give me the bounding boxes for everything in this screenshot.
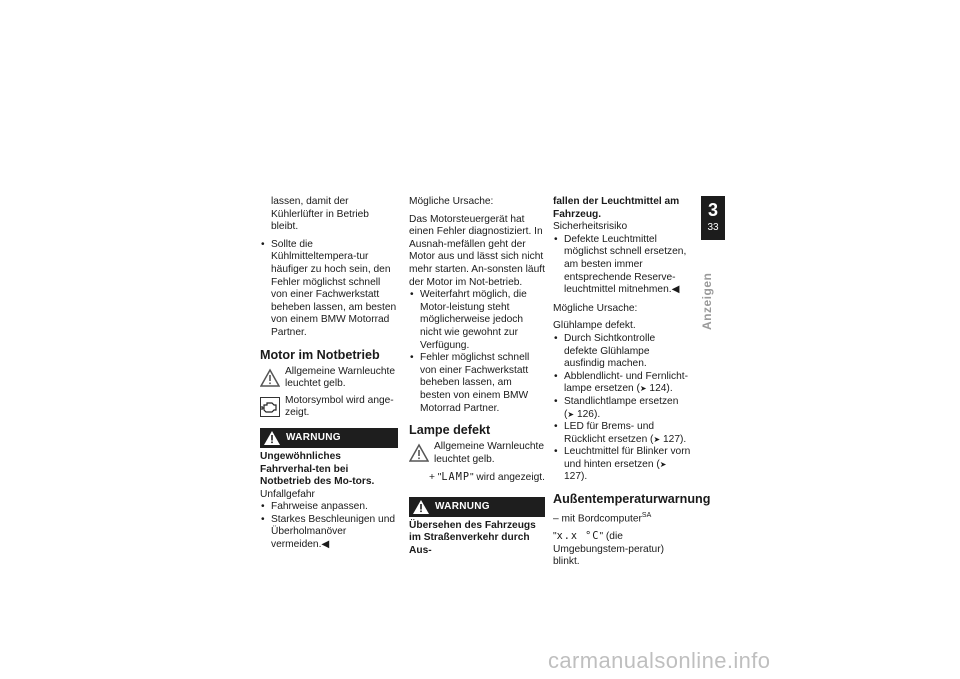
list-item	[553, 234, 691, 297]
bullet-list	[260, 239, 398, 340]
end-mark: ◀	[671, 284, 680, 296]
indicator-text: Allgemeine Warnleuchte leuchtet gelb.	[434, 441, 545, 465]
chapter-number: 3	[707, 200, 718, 220]
list-item-end: ).	[666, 383, 673, 395]
bullet-list	[553, 333, 691, 484]
display-code: LAMP	[441, 472, 470, 484]
lamp-display-line	[409, 472, 545, 485]
warning-bar	[260, 428, 398, 448]
page-number: 33	[707, 222, 719, 233]
column-2	[409, 196, 545, 558]
warning-risk: Sicherheitsrisiko	[553, 221, 628, 233]
list-item-text: Standlichtlampe ersetzen (	[564, 395, 679, 420]
indicator-text: Motorsymbol wird ange-zeigt.	[285, 394, 394, 419]
page-ref[interactable]: 124	[649, 383, 667, 395]
warning-title-cont: fallen der Leuchtmittel am Fahrzeug.	[553, 196, 680, 220]
list-item: • Weiterfahrt möglich, die Motor-leistung steht möglicherweise jedoch nicht wie gewohnt zur Verfügung.	[409, 289, 545, 352]
warning-risk: Unfallgefahr	[260, 488, 315, 500]
list-item	[553, 446, 691, 484]
warning-light-icon	[409, 443, 429, 463]
quote: "	[553, 531, 557, 543]
ref-arrow-icon: ➤	[659, 459, 667, 469]
cause-label: Mögliche Ursache:	[409, 196, 494, 207]
equipment-note	[553, 510, 691, 526]
list-item-text: Leuchtmittel für Blinker vorn und hinten ersetzen (	[564, 446, 691, 470]
ref-arrow-icon: ➤	[567, 409, 575, 419]
warning-title: Ungewöhnliches Fahrverhal-ten bei Notbetrieb des Mo-tors.	[260, 450, 375, 488]
section-heading-aussentemperatur: Außentemperaturwarnung	[553, 492, 711, 507]
list-item-text: Abblendlicht- und Fernlicht-lampe ersetzen (	[564, 370, 689, 395]
list-item	[260, 514, 398, 552]
list-item-text: LED für Brems- und Rücklicht ersetzen (	[564, 421, 655, 445]
plus-sign: +	[429, 472, 435, 484]
indicator-row	[260, 395, 398, 420]
ref-arrow-icon: ➤	[639, 384, 647, 394]
temp-display-line	[553, 531, 691, 569]
page-ref[interactable]: 127	[564, 471, 581, 483]
engine-icon	[260, 397, 280, 417]
chapter-block	[701, 196, 725, 240]
warning-triangle-icon	[264, 431, 280, 445]
display-text: " wird angezeigt.	[469, 472, 545, 484]
list-item-end: ).	[593, 408, 601, 420]
list-item: • Fahrweise anpassen.	[260, 501, 398, 514]
page-ref[interactable]: 126	[576, 408, 594, 420]
list-item	[553, 421, 691, 446]
cause-text: Das Motorsteuergerät hat einen Fehler diagnostiziert. In Ausnah-mefällen geht der Motor aus und lässt sich nicht mehr starten. An-sonsten läuft der Motor im Not-betrieb.	[409, 213, 545, 288]
display-code: x.x °C	[556, 531, 600, 543]
indicator-row	[409, 441, 545, 466]
warning-triangle-icon	[413, 500, 429, 514]
indicator-text: Allgemeine Warnleuchte leuchtet gelb.	[285, 365, 396, 390]
list-item-text: Starkes Beschleunigen und Überholmanöver vermeiden.	[271, 513, 396, 551]
cause-label: Mögliche Ursache:	[553, 302, 638, 314]
display-text: " (die Umgebungstem-peratur) blinkt.	[553, 531, 664, 568]
watermark: carmanualsonline.info	[548, 648, 771, 673]
chapter-tab	[701, 196, 725, 240]
warning-label: WARNUNG	[435, 500, 490, 512]
list-item: • Durch Sichtkontrolle defekte Glühlampe ausfindig machen.	[553, 333, 691, 371]
quote: "	[437, 472, 442, 484]
page-ref[interactable]: 127	[663, 433, 681, 445]
warning-title: Übersehen des Fahrzeugs im Straßenverkehr durch Aus-	[409, 519, 536, 557]
cause-text: Glühlampe defekt.	[553, 320, 636, 332]
bullet-list	[260, 501, 398, 551]
ref-arrow-icon: ➤	[653, 434, 661, 444]
equipment-text: – mit Bordcomputer	[553, 513, 642, 525]
option-superscript: SA	[641, 512, 652, 520]
warning-bar	[409, 497, 545, 517]
list-item	[553, 371, 691, 396]
section-side-title: Anzeigen	[700, 272, 714, 330]
section-heading-lampe: Lampe defekt	[409, 423, 491, 438]
warning-label: WARNUNG	[286, 431, 341, 443]
list-item-end: ).	[581, 471, 588, 483]
list-item: • Fehler möglichst schnell von einer Fachwerkstatt beheben lassen, am besten von einem BMW Motorrad Partner.	[409, 352, 545, 415]
list-item-end: ).	[680, 433, 687, 445]
continued-text: lassen, damit der Kühlerlüfter in Betrieb bleibt.	[271, 196, 369, 233]
list-item: • Sollte die Kühlmitteltempera-tur häufiger zu hoch sein, den Fehler möglichst schnell von einer Fachwerkstatt beheben lassen, am besten von einem BMW Motorrad Partner.	[260, 239, 398, 340]
list-item-text: Defekte Leuchtmittel möglichst schnell ersetzen, am besten immer entsprechende Reserve-leuchtmittel mitnehmen.	[564, 233, 687, 296]
warning-light-icon	[260, 368, 280, 388]
indicator-row	[260, 366, 398, 391]
list-item	[553, 396, 691, 421]
end-mark: ◀	[321, 539, 330, 551]
section-heading-notbetrieb: Motor im Notbetrieb	[260, 347, 380, 362]
column-1	[260, 196, 398, 556]
bullet-list	[409, 289, 545, 415]
bullet-list	[553, 234, 691, 297]
